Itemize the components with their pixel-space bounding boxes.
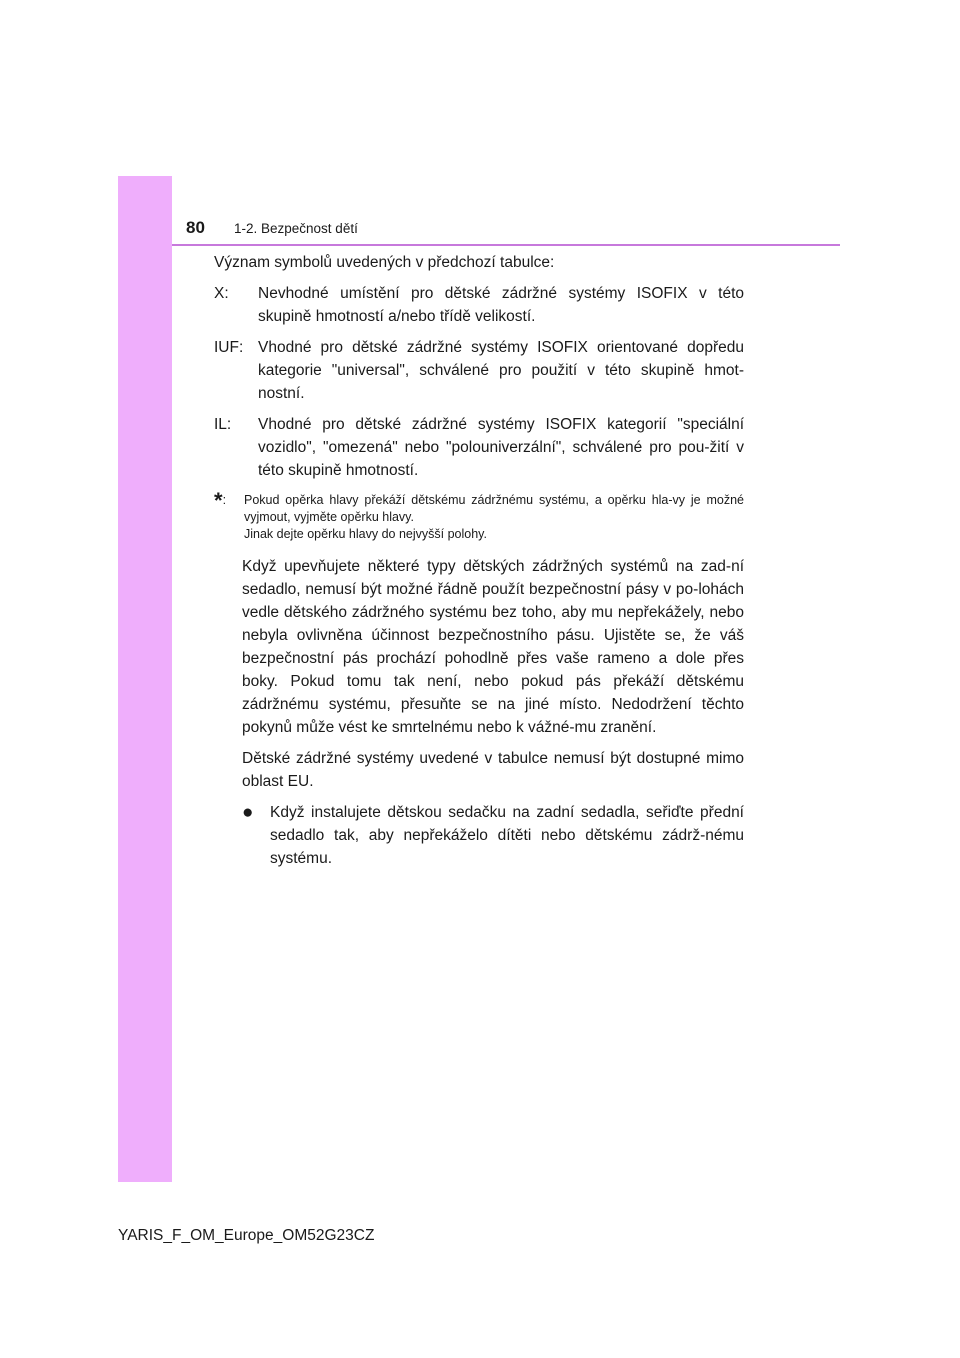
footnote-body <box>244 492 744 543</box>
legend-description: Vhodné pro dětské zádržné systémy ISOFIX orientované dopředu kategorie "universal", schválené pro použití v této skupině hmot-nostní. <box>258 339 744 402</box>
asterisk-icon: * <box>214 488 223 513</box>
page-header <box>172 176 840 246</box>
paragraph-seatbelt-warning: Když upevňujete některé typy dětských zádržných systémů na zad-ní sedadlo, nemusí být možné řádně použít bezpečnostní pásy v po-lohách vedle dětského zádržného systému bez toho, aby mu nepřekážely, nebo nebyla ovlivněna účinnost bezpečnostního pásu. Ujistěte se, že váš bezpečnostní pás prochází pohodlně přes vaše rameno a dole přes boky. Pokud tomu tak není, nebo pokud pás překáží dětskému zádržnému systému, přesuňte se na jiné místo. Nedodržení těchto pokynů může vést ke smrtelnému nebo k vážné-mu zranění. <box>242 558 744 736</box>
legend-intro: Význam symbolů uvedených v předchozí tabulce: <box>214 254 555 271</box>
legend-key: X: <box>214 285 229 302</box>
footnote <box>214 488 744 543</box>
legend-key: IL: <box>214 416 232 433</box>
bullet-item <box>242 801 744 870</box>
side-tab-band <box>118 176 172 1182</box>
footnote-separator: : <box>222 493 227 507</box>
document-code: YARIS_F_OM_Europe_OM52G23CZ <box>118 1227 375 1244</box>
legend-item-iuf <box>214 336 744 405</box>
footnote-text: Pokud opěrka hlavy překáží dětskému zádržnému systému, a opěrku hla-vy je možné vyjmout, vyjměte opěrku hlavy. <box>244 493 744 524</box>
paragraph-availability: Dětské zádržné systémy uvedené v tabulce nemusí být dostupné mimo oblast EU. <box>242 750 744 790</box>
section-title: 1-2. Bezpečnost dětí <box>234 221 358 236</box>
page-number: 80 <box>186 218 205 237</box>
bullet-dot-icon: ● <box>242 802 254 823</box>
footnote-marker <box>214 488 244 543</box>
bullet-text: Když instalujete dětskou sedačku na zadní sedadla, seřiďte přední sedadlo tak, aby nepřekáželo dítěti nebo dětskému zádrž-nému systému. <box>270 804 744 867</box>
legend-item-x <box>214 282 744 328</box>
footnote-text: Jinak dejte opěrku hlavy do nejvyšší polohy. <box>244 527 487 541</box>
legend-description: Vhodné pro dětské zádržné systémy ISOFIX kategorií "speciální vozidlo", "omezená" nebo "polouniverzální", schválené pro pou-žití v této skupině hmotností. <box>258 416 744 479</box>
legend-item-il <box>214 413 744 482</box>
header-rule <box>172 244 840 246</box>
legend-key: IUF: <box>214 339 244 356</box>
legend-description: Nevhodné umístění pro dětské zádržné systémy ISOFIX v této skupině hmotností a/nebo třídě velikostí. <box>258 285 744 325</box>
page-content <box>214 251 744 870</box>
